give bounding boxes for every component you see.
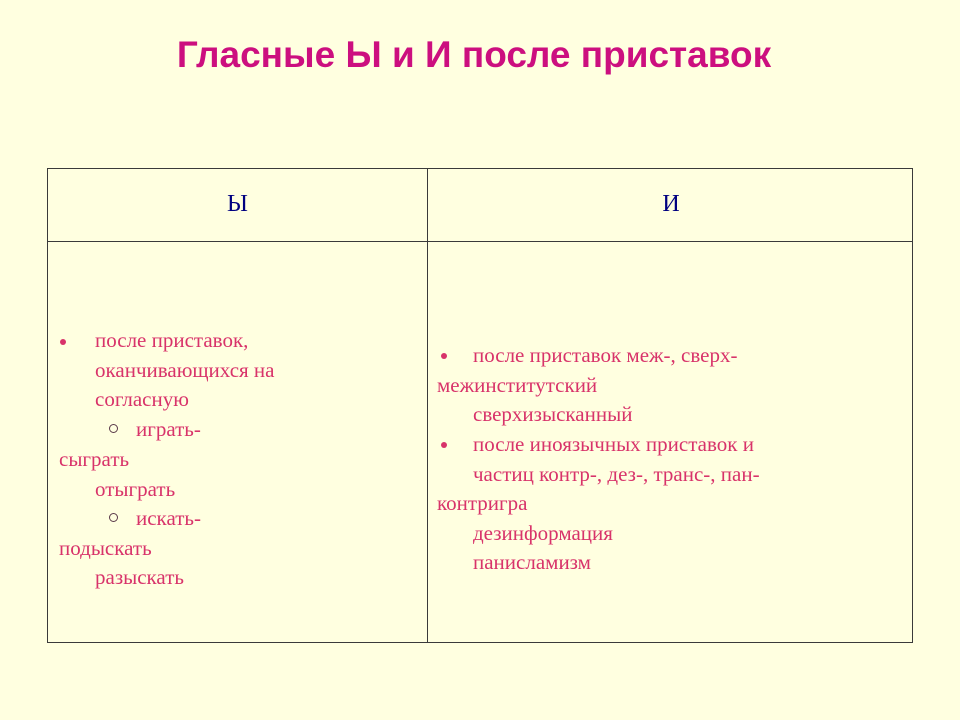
right-rule2-example-3: панисламизм bbox=[473, 550, 591, 574]
right-rule1: после приставок меж-, сверх- bbox=[473, 343, 738, 367]
page-title: Гласные Ы и И после приставок bbox=[176, 34, 772, 75]
left-rule-line-2: оканчивающихся на bbox=[95, 358, 275, 382]
left-example1-c: отыграть bbox=[95, 477, 176, 501]
left-example1-b: сыграть bbox=[59, 447, 130, 471]
bullet-icon bbox=[60, 339, 66, 345]
right-rule2-line-2: частиц контр-, дез-, транс-, пан- bbox=[473, 462, 760, 486]
left-example2-a: искать- bbox=[136, 506, 201, 530]
rules-table bbox=[47, 168, 913, 643]
right-rule2-example-1: контригра bbox=[437, 491, 528, 515]
column-divider bbox=[427, 169, 428, 642]
header-y: Ы bbox=[227, 191, 248, 217]
left-example2-c: разыскать bbox=[95, 565, 184, 589]
circle-bullet-icon bbox=[109, 424, 118, 433]
left-example1-a: играть- bbox=[136, 417, 201, 441]
left-rule-line-3: согласную bbox=[95, 387, 189, 411]
right-rule2-line-1: после иноязычных приставок и bbox=[473, 432, 754, 456]
right-rule1-example-2: сверхизысканный bbox=[473, 402, 633, 426]
right-rule1-example-1: межинститутский bbox=[437, 373, 598, 397]
header-i: И bbox=[662, 191, 680, 217]
bullet-icon bbox=[441, 353, 447, 359]
circle-bullet-icon bbox=[109, 513, 118, 522]
left-example2-b: подыскать bbox=[59, 536, 152, 560]
header-divider bbox=[48, 241, 912, 242]
left-rule-line-1: после приставок, bbox=[95, 328, 249, 352]
right-rule2-example-2: дезинформация bbox=[473, 521, 613, 545]
bullet-icon bbox=[441, 442, 447, 448]
